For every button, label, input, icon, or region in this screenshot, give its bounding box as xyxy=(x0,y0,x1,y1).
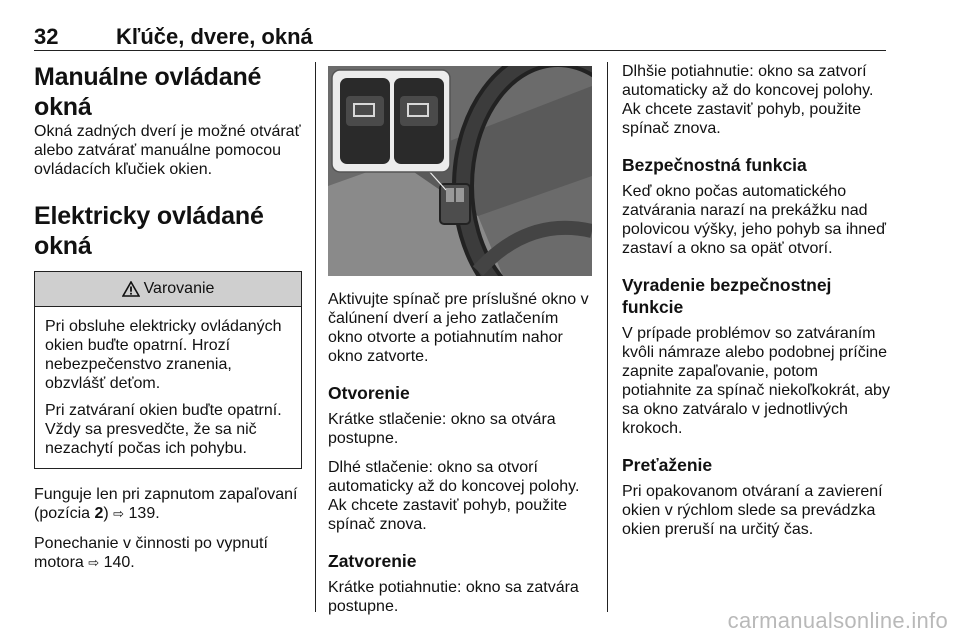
heading-override-safety: Vyradenie bezpečnostnej funkcie xyxy=(622,275,832,317)
column-middle xyxy=(328,62,594,616)
heading-manual-windows: Manuálne ovládané okná xyxy=(34,63,262,121)
door-window-switch-illustration xyxy=(328,66,592,276)
column-divider xyxy=(315,62,316,612)
column-right xyxy=(622,62,890,539)
paragraph-safety-function: Keď okno počas automatického zatvárania narazí na prekážku nad polovicou výšky, jeho pohyb sa ihneď zastaví a okno sa opäť otvorí. xyxy=(622,183,886,257)
heading-overload: Preťaženie xyxy=(622,455,713,475)
retained-page-ref[interactable]: 140. xyxy=(103,554,135,571)
paragraph-open-long: Dlhé stlačenie: okno sa otvorí automaticky až do koncovej polohy. Ak chcete zastaviť pohyb, použite spínač znova. xyxy=(328,459,580,533)
warning-title: Varovanie xyxy=(143,280,215,297)
paragraph-close-long: Dlhšie potiahnutie: okno sa zatvorí automaticky až do koncovej polohy. Ak chcete zastaviť pohyb, použite spínač znova. xyxy=(622,63,874,137)
warning-paragraph-1: Pri obsluhe elektricky ovládaných okien buďte opatrní. Hrozí nebezpečenstvo zranenia, obzvlášť deťom. xyxy=(45,318,282,392)
heading-opening: Otvorenie xyxy=(328,383,410,403)
ignition-text-b: ) xyxy=(103,505,114,522)
ignition-text-a: Funguje len pri zapnutom zapaľovaní (pozícia xyxy=(34,486,298,522)
page-ref-arrow-icon: ⇨ xyxy=(113,507,125,522)
paragraph-override-safety: V prípade problémov so zatváraním kvôli námraze alebo podobnej príčine zapnite zapaľovanie, potom potiahnite za spínač niekoľkokrát, aby sa okno zatváralo v jednotlivých krokoch. xyxy=(622,325,890,437)
chapter-title: Kľúče, dvere, okná xyxy=(116,24,313,49)
retained-text: Ponechanie v činnosti po vypnutí motora xyxy=(34,535,268,571)
door-window-switch-photo xyxy=(328,66,592,276)
heading-closing: Zatvorenie xyxy=(328,551,417,571)
column-left xyxy=(34,62,302,573)
paragraph-intro: Aktivujte spínač pre príslušné okno v čalúnení dverí a jeho zatlačením okno otvorte a potiahnutím nahor okno zatvorte. xyxy=(328,291,589,365)
ignition-position: 2 xyxy=(94,505,104,522)
paragraph-close-short: Krátke potiahnutie: okno sa zatvára postupne. xyxy=(328,579,579,615)
warning-box xyxy=(34,271,302,469)
page-header xyxy=(34,20,886,51)
paragraph-retained-power xyxy=(34,534,302,573)
page-number: 32 xyxy=(34,24,59,49)
page-ref-arrow-icon: ⇨ xyxy=(88,556,100,571)
paragraph-ignition xyxy=(34,485,302,524)
warning-body xyxy=(35,307,301,468)
watermark: carmanualsonline.info xyxy=(727,608,948,633)
column-divider xyxy=(607,62,608,612)
warning-paragraph-2: Pri zatváraní okien buďte opatrní. Vždy sa presvedčte, že sa nič nezachytí počas ich pohybu. xyxy=(45,402,282,457)
warning-triangle-icon xyxy=(122,281,140,297)
ignition-page-ref[interactable]: 139. xyxy=(128,505,160,522)
heading-safety-function: Bezpečnostná funkcia xyxy=(622,155,807,175)
paragraph-manual-windows: Okná zadných dverí je možné otvárať alebo zatvárať manuálne pomocou ovládacích kľučiek okien. xyxy=(34,123,301,178)
paragraph-overload: Pri opakovanom otváraní a zavierení okien v rýchlom slede sa prevádzka okien preruší na určitý čas. xyxy=(622,483,883,538)
warning-header xyxy=(35,272,301,307)
paragraph-open-short: Krátke stlačenie: okno sa otvára postupne. xyxy=(328,411,556,447)
heading-power-windows: Elektricky ovládané okná xyxy=(34,202,264,260)
